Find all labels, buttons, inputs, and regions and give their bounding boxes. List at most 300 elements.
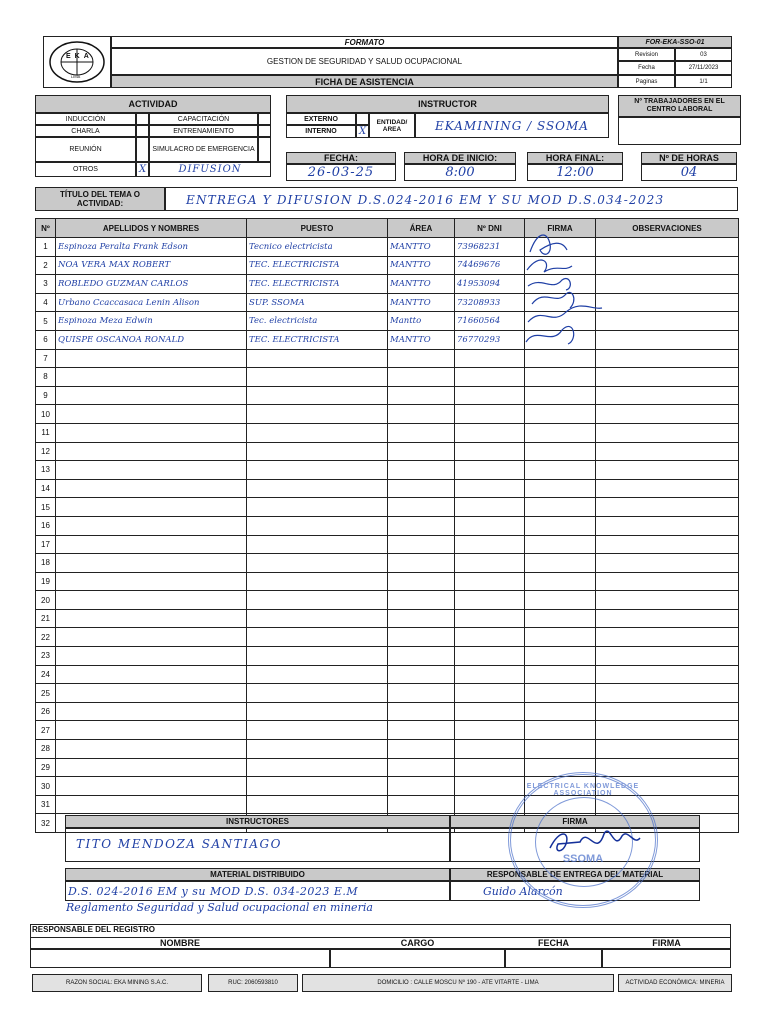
row-number: 19 <box>36 572 56 591</box>
registro-nombre-cell[interactable] <box>30 949 330 968</box>
table-row <box>36 498 739 517</box>
col-num: Nº <box>36 219 56 238</box>
row-dni[interactable] <box>455 572 525 591</box>
row-observaciones[interactable] <box>596 665 739 684</box>
row-number: 32 <box>36 814 56 833</box>
signature-1 <box>530 235 567 254</box>
row-puesto[interactable]: SUP. SSOMA <box>247 293 388 312</box>
hora-inicio-label: HORA DE INICIO: <box>404 152 516 164</box>
row-dni[interactable] <box>455 498 525 517</box>
instructores-firma-header: FIRMA <box>450 815 700 828</box>
table-row <box>36 442 739 461</box>
row-dni[interactable] <box>455 405 525 424</box>
table-row <box>36 516 739 535</box>
row-puesto[interactable] <box>247 795 388 814</box>
row-puesto[interactable] <box>247 498 388 517</box>
row-area[interactable] <box>388 609 455 628</box>
row-dni[interactable]: 76770293 <box>455 330 525 349</box>
row-area[interactable] <box>388 591 455 610</box>
table-header-row <box>36 219 739 238</box>
row-area[interactable]: MANTTO <box>388 293 455 312</box>
row-dni[interactable] <box>455 479 525 498</box>
row-nombre[interactable] <box>56 758 247 777</box>
row-observaciones[interactable] <box>596 535 739 554</box>
row-dni[interactable]: 73968231 <box>455 238 525 257</box>
row-area[interactable] <box>388 423 455 442</box>
row-area[interactable] <box>388 777 455 796</box>
row-dni[interactable] <box>455 442 525 461</box>
row-observaciones[interactable] <box>596 330 739 349</box>
row-observaciones[interactable] <box>596 256 739 275</box>
footer-ruc: RUC: 2060593810 <box>208 974 298 992</box>
row-nombre[interactable] <box>56 777 247 796</box>
row-area[interactable] <box>388 498 455 517</box>
otros-label: OTROS <box>35 162 136 177</box>
charla-label: CHARLA <box>35 125 136 137</box>
row-dni[interactable] <box>455 684 525 703</box>
table-row <box>36 349 739 368</box>
signature-3 <box>528 279 570 290</box>
n-horas-value[interactable]: 04 <box>641 164 737 181</box>
row-dni[interactable] <box>455 516 525 535</box>
row-firma[interactable] <box>525 628 596 647</box>
row-observaciones[interactable] <box>596 572 739 591</box>
row-observaciones[interactable] <box>596 386 739 405</box>
company-logo <box>48 40 106 84</box>
row-number: 6 <box>36 330 56 349</box>
row-observaciones[interactable] <box>596 721 739 740</box>
row-dni[interactable] <box>455 702 525 721</box>
row-number: 21 <box>36 609 56 628</box>
row-number: 27 <box>36 721 56 740</box>
row-number: 12 <box>36 442 56 461</box>
row-nombre[interactable] <box>56 442 247 461</box>
row-firma[interactable] <box>525 572 596 591</box>
row-dni[interactable] <box>455 665 525 684</box>
induccion-check[interactable] <box>136 113 149 125</box>
row-observaciones[interactable] <box>596 498 739 517</box>
col-puesto: PUESTO <box>247 219 388 238</box>
row-area[interactable] <box>388 721 455 740</box>
entidad-area-label: ENTIDAD/ AREA <box>369 113 415 138</box>
responsable-entrega-value[interactable]: Guido Alarcón <box>450 881 700 901</box>
row-puesto[interactable] <box>247 442 388 461</box>
row-puesto[interactable]: TEC. ELECTRICISTA <box>247 330 388 349</box>
trabajadores-label: Nº TRABAJADORES EN EL CENTRO LABORAL <box>618 95 741 117</box>
instructor-signature <box>540 818 650 868</box>
entidad-area-value[interactable]: EKAMINING / SSOMA <box>415 113 609 138</box>
revision-label: Revision <box>618 48 675 61</box>
row-firma[interactable] <box>525 442 596 461</box>
row-area[interactable] <box>388 647 455 666</box>
row-puesto[interactable] <box>247 721 388 740</box>
row-dni[interactable] <box>455 349 525 368</box>
fecha-label: FECHA: <box>286 152 396 164</box>
row-dni[interactable]: 41953094 <box>455 275 525 294</box>
table-row <box>36 647 739 666</box>
row-nombre[interactable] <box>56 423 247 442</box>
instructores-name[interactable]: TITO MENDOZA SANTIAGO <box>65 828 450 862</box>
stamp-ring-text: ELECTRICAL KNOWLEDGE ASSOCIATION <box>526 783 640 797</box>
registro-nombre: NOMBRE <box>30 937 330 949</box>
row-firma[interactable] <box>525 647 596 666</box>
row-observaciones[interactable] <box>596 479 739 498</box>
tema-label: TÍTULO DEL TEMA O ACTIVIDAD: <box>35 187 165 211</box>
row-firma[interactable] <box>525 591 596 610</box>
revision-value: 03 <box>675 48 732 61</box>
table-row <box>36 330 739 349</box>
row-observaciones[interactable] <box>596 740 739 759</box>
row-puesto[interactable]: Tec. electricista <box>247 312 388 331</box>
row-dni[interactable] <box>455 591 525 610</box>
row-number: 25 <box>36 684 56 703</box>
otros-value[interactable]: DIFUSION <box>149 162 271 177</box>
row-firma[interactable] <box>525 721 596 740</box>
row-dni[interactable]: 73208933 <box>455 293 525 312</box>
logo-letters: EKA <box>66 53 93 60</box>
simulacro-label: SIMULACRO DE EMERGENCIA <box>149 137 258 162</box>
row-nombre[interactable]: Urbano Ccaccasaca Lenin Alison <box>56 293 247 312</box>
row-puesto[interactable] <box>247 461 388 480</box>
responsable-entrega-header: RESPONSABLE DE ENTREGA DEL MATERIAL <box>450 868 700 881</box>
row-puesto[interactable] <box>247 609 388 628</box>
table-row <box>36 368 739 387</box>
n-horas-label: Nº DE HORAS <box>641 152 737 164</box>
row-dni[interactable] <box>455 461 525 480</box>
table-row <box>36 758 739 777</box>
table-row <box>36 572 739 591</box>
row-area[interactable] <box>388 535 455 554</box>
table-row <box>36 256 739 275</box>
row-number: 3 <box>36 275 56 294</box>
row-area[interactable] <box>388 386 455 405</box>
actividad-header: ACTIVIDAD <box>35 95 271 113</box>
row-firma[interactable] <box>525 554 596 573</box>
row-dni[interactable] <box>455 423 525 442</box>
row-dni[interactable] <box>455 647 525 666</box>
footer-actividad: ACTIVIDAD ECONÓMICA: MINERIA <box>618 974 732 992</box>
doc-subtitle: GESTION DE SEGURIDAD Y SALUD OCUPACIONAL <box>111 48 618 75</box>
attendee-signatures <box>522 222 612 352</box>
table-row <box>36 293 739 312</box>
entrenamiento-check[interactable] <box>258 125 271 137</box>
row-observaciones[interactable] <box>596 647 739 666</box>
row-nombre[interactable] <box>56 535 247 554</box>
row-nombre[interactable] <box>56 665 247 684</box>
row-observaciones[interactable] <box>596 554 739 573</box>
row-firma[interactable] <box>525 423 596 442</box>
row-firma[interactable] <box>525 479 596 498</box>
row-observaciones[interactable] <box>596 461 739 480</box>
row-nombre[interactable] <box>56 684 247 703</box>
row-nombre[interactable] <box>56 628 247 647</box>
row-area[interactable]: MANTTO <box>388 275 455 294</box>
row-number: 10 <box>36 405 56 424</box>
row-puesto[interactable]: TEC. ELECTRICISTA <box>247 275 388 294</box>
paginas-label: Paginas <box>618 75 675 88</box>
row-nombre[interactable] <box>56 368 247 387</box>
row-number: 16 <box>36 516 56 535</box>
row-nombre[interactable] <box>56 498 247 517</box>
row-dni[interactable] <box>455 721 525 740</box>
table-row <box>36 423 739 442</box>
row-observaciones[interactable] <box>596 293 739 312</box>
row-area[interactable] <box>388 702 455 721</box>
registro-fecha-cell[interactable] <box>505 949 602 968</box>
table-row <box>36 740 739 759</box>
paginas-value: 1/1 <box>675 75 732 88</box>
table-row <box>36 721 739 740</box>
row-observaciones[interactable] <box>596 275 739 294</box>
row-observaciones[interactable] <box>596 368 739 387</box>
row-observaciones[interactable] <box>596 684 739 703</box>
table-row <box>36 479 739 498</box>
row-nombre[interactable]: Espinoza Peralta Frank Edson <box>56 238 247 257</box>
row-nombre[interactable] <box>56 795 247 814</box>
row-area[interactable] <box>388 628 455 647</box>
row-puesto[interactable] <box>247 684 388 703</box>
otros-check[interactable]: X <box>136 162 149 177</box>
charla-check[interactable] <box>136 125 149 137</box>
signature-2 <box>527 260 572 272</box>
row-nombre[interactable]: Espinoza Meza Edwin <box>56 312 247 331</box>
registro-cargo: CARGO <box>330 937 505 949</box>
row-firma[interactable] <box>525 516 596 535</box>
trabajadores-value[interactable] <box>618 117 741 145</box>
table-row <box>36 275 739 294</box>
row-firma[interactable] <box>525 498 596 517</box>
row-dni[interactable] <box>455 758 525 777</box>
row-firma[interactable] <box>525 740 596 759</box>
row-firma[interactable] <box>525 461 596 480</box>
row-number: 18 <box>36 554 56 573</box>
row-dni[interactable] <box>455 628 525 647</box>
row-area[interactable]: MANTTO <box>388 238 455 257</box>
row-nombre[interactable] <box>56 609 247 628</box>
row-observaciones[interactable] <box>596 516 739 535</box>
row-firma[interactable] <box>525 368 596 387</box>
induccion-label: INDUCCIÓN <box>35 113 136 125</box>
externo-label: EXTERNO <box>286 113 356 125</box>
row-dni[interactable]: 74469676 <box>455 256 525 275</box>
row-puesto[interactable]: TEC. ELECTRICISTA <box>247 256 388 275</box>
fecha-doc-value: 27/11/2023 <box>675 61 732 75</box>
row-dni[interactable] <box>455 554 525 573</box>
row-nombre[interactable] <box>56 572 247 591</box>
hora-final-value[interactable]: 12:00 <box>527 164 623 181</box>
row-firma[interactable] <box>525 665 596 684</box>
registro-firma: FIRMA <box>602 937 731 949</box>
interno-check[interactable]: X <box>356 125 369 138</box>
row-puesto[interactable]: Tecnico electricista <box>247 238 388 257</box>
row-area[interactable] <box>388 516 455 535</box>
table-row <box>36 386 739 405</box>
row-puesto[interactable] <box>247 349 388 368</box>
material-line-1[interactable]: D.S. 024-2016 EM y su MOD D.S. 034-2023 E.M <box>65 881 450 901</box>
row-number: 22 <box>36 628 56 647</box>
row-observaciones[interactable] <box>596 312 739 331</box>
row-firma[interactable] <box>525 405 596 424</box>
row-observaciones[interactable] <box>596 758 739 777</box>
footer-razon: RAZON SOCIAL: EKA MINING S.A.C. <box>32 974 202 992</box>
row-nombre[interactable] <box>56 405 247 424</box>
row-number: 9 <box>36 386 56 405</box>
row-number: 20 <box>36 591 56 610</box>
row-number: 31 <box>36 795 56 814</box>
row-firma[interactable] <box>525 386 596 405</box>
row-observaciones[interactable] <box>596 628 739 647</box>
row-number: 28 <box>36 740 56 759</box>
doc-code: FOR-EKA-SSO-01 <box>618 36 732 48</box>
row-area[interactable] <box>388 349 455 368</box>
hora-inicio-value[interactable]: 8:00 <box>404 164 516 181</box>
row-area[interactable] <box>388 479 455 498</box>
row-puesto[interactable] <box>247 423 388 442</box>
row-nombre[interactable] <box>56 386 247 405</box>
reunion-label: REUNIÓN <box>35 137 136 162</box>
row-area[interactable] <box>388 405 455 424</box>
row-puesto[interactable] <box>247 516 388 535</box>
row-area[interactable] <box>388 758 455 777</box>
signature-5 <box>528 306 602 322</box>
row-dni[interactable] <box>455 386 525 405</box>
row-dni[interactable] <box>455 368 525 387</box>
row-puesto[interactable] <box>247 479 388 498</box>
fecha-doc-label: Fecha <box>618 61 675 75</box>
row-puesto[interactable] <box>247 777 388 796</box>
col-area: ÁREA <box>388 219 455 238</box>
row-area[interactable] <box>388 684 455 703</box>
row-puesto[interactable] <box>247 572 388 591</box>
row-observaciones[interactable] <box>596 609 739 628</box>
table-row <box>36 238 739 257</box>
row-puesto[interactable] <box>247 647 388 666</box>
logo-sub: LIMA <box>71 74 81 79</box>
row-puesto[interactable] <box>247 702 388 721</box>
row-area[interactable]: MANTTO <box>388 256 455 275</box>
col-dni: Nº DNI <box>455 219 525 238</box>
simulacro-check[interactable] <box>258 137 271 162</box>
row-puesto[interactable] <box>247 591 388 610</box>
row-observaciones[interactable] <box>596 405 739 424</box>
externo-check[interactable] <box>356 113 369 125</box>
row-firma[interactable] <box>525 702 596 721</box>
fecha-value[interactable]: 26-03-25 <box>286 164 396 181</box>
row-observaciones[interactable] <box>596 238 739 257</box>
row-puesto[interactable] <box>247 368 388 387</box>
row-area[interactable] <box>388 795 455 814</box>
table-row <box>36 702 739 721</box>
row-observaciones[interactable] <box>596 423 739 442</box>
instructor-header: INSTRUCTOR <box>286 95 609 113</box>
row-number: 26 <box>36 702 56 721</box>
row-puesto[interactable] <box>247 740 388 759</box>
row-area[interactable] <box>388 665 455 684</box>
row-nombre[interactable] <box>56 721 247 740</box>
row-puesto[interactable] <box>247 535 388 554</box>
table-row <box>36 405 739 424</box>
entrenamiento-label: ENTRENAMIENTO <box>149 125 258 137</box>
capacitacion-check[interactable] <box>258 113 271 125</box>
row-number: 30 <box>36 777 56 796</box>
row-nombre[interactable] <box>56 647 247 666</box>
row-nombre[interactable] <box>56 479 247 498</box>
row-nombre[interactable]: ROBLEDO GUZMAN CARLOS <box>56 275 247 294</box>
row-area[interactable] <box>388 442 455 461</box>
row-observaciones[interactable] <box>596 442 739 461</box>
material-line-2[interactable]: Reglamento Seguridad y Salud ocupacional en mineria <box>66 901 373 914</box>
row-puesto[interactable] <box>247 386 388 405</box>
attendance-table <box>35 218 739 833</box>
formato-label: FORMATO <box>111 36 618 48</box>
row-observaciones[interactable] <box>596 349 739 368</box>
col-nombres: APELLIDOS Y NOMBRES <box>56 219 247 238</box>
col-observaciones: OBSERVACIONES <box>596 219 739 238</box>
row-area[interactable] <box>388 554 455 573</box>
row-puesto[interactable] <box>247 628 388 647</box>
row-dni[interactable]: 71660564 <box>455 312 525 331</box>
table-row <box>36 461 739 480</box>
row-number: 15 <box>36 498 56 517</box>
row-nombre[interactable] <box>56 349 247 368</box>
row-area[interactable]: MANTTO <box>388 330 455 349</box>
row-nombre[interactable] <box>56 740 247 759</box>
row-firma[interactable] <box>525 535 596 554</box>
row-area[interactable] <box>388 572 455 591</box>
table-row <box>36 628 739 647</box>
table-row <box>36 535 739 554</box>
row-number: 1 <box>36 238 56 257</box>
row-puesto[interactable] <box>247 665 388 684</box>
row-area[interactable] <box>388 740 455 759</box>
row-observaciones[interactable] <box>596 591 739 610</box>
registro-cargo-cell[interactable] <box>330 949 505 968</box>
table-row <box>36 609 739 628</box>
tema-value[interactable]: ENTREGA Y DIFUSION D.S.024-2016 EM Y SU MOD D.S.034-2023 <box>165 187 738 211</box>
signature-4 <box>532 292 574 308</box>
row-nombre[interactable]: QUISPE OSCANOA RONALD <box>56 330 247 349</box>
row-area[interactable] <box>388 368 455 387</box>
row-number: 23 <box>36 647 56 666</box>
table-row <box>36 665 739 684</box>
table-row <box>36 591 739 610</box>
row-number: 24 <box>36 665 56 684</box>
row-dni[interactable] <box>455 609 525 628</box>
row-area[interactable]: Mantto <box>388 312 455 331</box>
reunion-check[interactable] <box>136 137 149 162</box>
row-nombre[interactable] <box>56 702 247 721</box>
row-nombre[interactable] <box>56 516 247 535</box>
row-number: 29 <box>36 758 56 777</box>
row-nombre[interactable] <box>56 461 247 480</box>
registro-firma-cell[interactable] <box>602 949 731 968</box>
row-nombre[interactable]: NOA VERA MAX ROBERT <box>56 256 247 275</box>
row-firma[interactable] <box>525 684 596 703</box>
row-puesto[interactable] <box>247 758 388 777</box>
row-area[interactable] <box>388 461 455 480</box>
capacitacion-label: CAPACITACIÓN <box>149 113 258 125</box>
row-observaciones[interactable] <box>596 702 739 721</box>
hora-final-label: HORA FINAL: <box>527 152 623 164</box>
row-puesto[interactable] <box>247 405 388 424</box>
row-firma[interactable] <box>525 609 596 628</box>
row-puesto[interactable] <box>247 554 388 573</box>
row-nombre[interactable] <box>56 591 247 610</box>
row-nombre[interactable] <box>56 554 247 573</box>
row-number: 11 <box>36 423 56 442</box>
row-dni[interactable] <box>455 535 525 554</box>
row-dni[interactable] <box>455 740 525 759</box>
